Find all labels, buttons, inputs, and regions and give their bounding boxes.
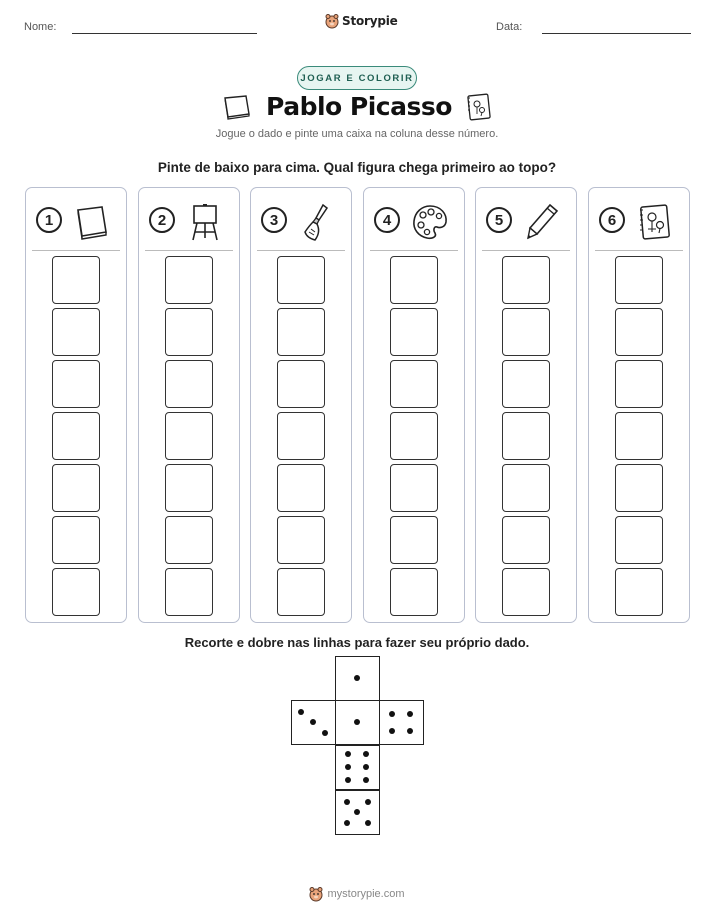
name-line — [72, 33, 257, 34]
color-box[interactable] — [165, 568, 213, 616]
color-box[interactable] — [52, 308, 100, 356]
dice-pip — [389, 711, 395, 717]
footer — [0, 886, 714, 902]
cut-instruction: Recorte e dobre nas linhas para fazer seu próprio dado. — [184, 635, 530, 650]
column-number: 1 — [36, 207, 62, 233]
color-box[interactable] — [165, 256, 213, 304]
color-box[interactable] — [390, 516, 438, 564]
column-number: 2 — [149, 207, 175, 233]
dice-pip — [363, 751, 369, 757]
color-box[interactable] — [615, 464, 663, 512]
column-header — [364, 202, 464, 242]
color-box[interactable] — [502, 568, 550, 616]
column-1 — [25, 187, 127, 623]
dice-pip — [344, 820, 350, 826]
sketchbook-icon — [222, 94, 252, 120]
color-box[interactable] — [277, 360, 325, 408]
dice-pip — [345, 751, 351, 757]
dice-pip — [365, 820, 371, 826]
pencil-icon — [522, 202, 562, 242]
color-box[interactable] — [615, 308, 663, 356]
dice-pip — [354, 719, 360, 725]
color-box[interactable] — [52, 516, 100, 564]
column-divider — [595, 250, 683, 251]
color-box[interactable] — [165, 308, 213, 356]
color-box[interactable] — [277, 412, 325, 460]
easel-icon — [185, 202, 225, 242]
dice-face-1 — [335, 700, 380, 745]
column-divider — [257, 250, 345, 251]
storypie-mascot-icon — [325, 13, 339, 29]
column-number: 6 — [599, 207, 625, 233]
color-box[interactable] — [165, 412, 213, 460]
dice-pip — [298, 709, 304, 715]
dice-pip — [345, 777, 351, 783]
dice-pip — [354, 675, 360, 681]
instruction: Pinte de baixo para cima. Qual figura chega primeiro ao topo? — [157, 160, 557, 175]
dice-face-4 — [379, 700, 424, 745]
dice-face-5 — [335, 790, 380, 835]
page-title: Pablo Picasso — [266, 92, 452, 121]
color-box[interactable] — [390, 412, 438, 460]
dice-pip — [344, 799, 350, 805]
color-box[interactable] — [165, 464, 213, 512]
color-box[interactable] — [277, 256, 325, 304]
dice-pip — [407, 711, 413, 717]
column-number: 5 — [486, 207, 512, 233]
brand-logo — [325, 13, 398, 29]
column-header — [589, 202, 689, 242]
name-label: Nome: — [24, 21, 57, 33]
dice-pip — [407, 728, 413, 734]
column-2 — [138, 187, 240, 623]
dice-face-3 — [291, 700, 336, 745]
column-number: 3 — [261, 207, 287, 233]
brand-name: Storypie — [342, 14, 398, 28]
column-6 — [588, 187, 690, 623]
sketchbook-icon — [72, 202, 112, 242]
dice-face-1 — [335, 656, 380, 701]
color-box[interactable] — [277, 568, 325, 616]
dice-pip — [345, 764, 351, 770]
column-number: 4 — [374, 207, 400, 233]
activity-badge: JOGAR E COLORIR — [297, 66, 417, 90]
storypie-mascot-icon — [309, 886, 323, 902]
color-box[interactable] — [390, 256, 438, 304]
column-divider — [370, 250, 458, 251]
paintbrush-icon — [297, 202, 337, 242]
column-3 — [250, 187, 352, 623]
color-box[interactable] — [390, 568, 438, 616]
flower-drawing-icon — [466, 93, 492, 121]
dice-pip — [363, 777, 369, 783]
color-box[interactable] — [277, 308, 325, 356]
date-label: Data: — [496, 21, 523, 33]
color-box[interactable] — [165, 516, 213, 564]
column-header — [251, 202, 351, 242]
color-box[interactable] — [502, 516, 550, 564]
color-box[interactable] — [502, 308, 550, 356]
color-box[interactable] — [615, 256, 663, 304]
dice-pip — [365, 799, 371, 805]
dice-face-6 — [335, 745, 380, 790]
subtitle: Jogue o dado e pinte uma caixa na coluna desse número. — [215, 128, 499, 140]
color-box[interactable] — [502, 464, 550, 512]
dice-pip — [363, 764, 369, 770]
color-box[interactable] — [52, 256, 100, 304]
column-header — [476, 202, 576, 242]
date-line — [542, 33, 691, 34]
column-header — [139, 202, 239, 242]
column-4 — [363, 187, 465, 623]
column-5 — [475, 187, 577, 623]
color-box[interactable] — [390, 308, 438, 356]
color-box[interactable] — [390, 360, 438, 408]
color-box[interactable] — [615, 360, 663, 408]
column-header — [26, 202, 126, 242]
color-box[interactable] — [390, 464, 438, 512]
title-row — [0, 92, 714, 121]
flower-drawing-icon — [635, 202, 675, 242]
color-box[interactable] — [615, 516, 663, 564]
dice-pip — [354, 809, 360, 815]
color-box[interactable] — [277, 464, 325, 512]
color-box[interactable] — [52, 568, 100, 616]
color-box[interactable] — [502, 412, 550, 460]
dice-pip — [322, 730, 328, 736]
color-box[interactable] — [52, 412, 100, 460]
color-box[interactable] — [502, 256, 550, 304]
color-box[interactable] — [502, 360, 550, 408]
column-divider — [145, 250, 233, 251]
dice-pip — [310, 719, 316, 725]
color-box[interactable] — [277, 516, 325, 564]
color-box[interactable] — [52, 464, 100, 512]
footer-url: mystorypie.com — [327, 888, 405, 900]
color-box[interactable] — [615, 412, 663, 460]
color-box[interactable] — [615, 568, 663, 616]
color-box[interactable] — [165, 360, 213, 408]
column-divider — [32, 250, 120, 251]
palette-icon — [410, 202, 450, 242]
color-box[interactable] — [52, 360, 100, 408]
dice-pip — [389, 728, 395, 734]
column-divider — [482, 250, 570, 251]
